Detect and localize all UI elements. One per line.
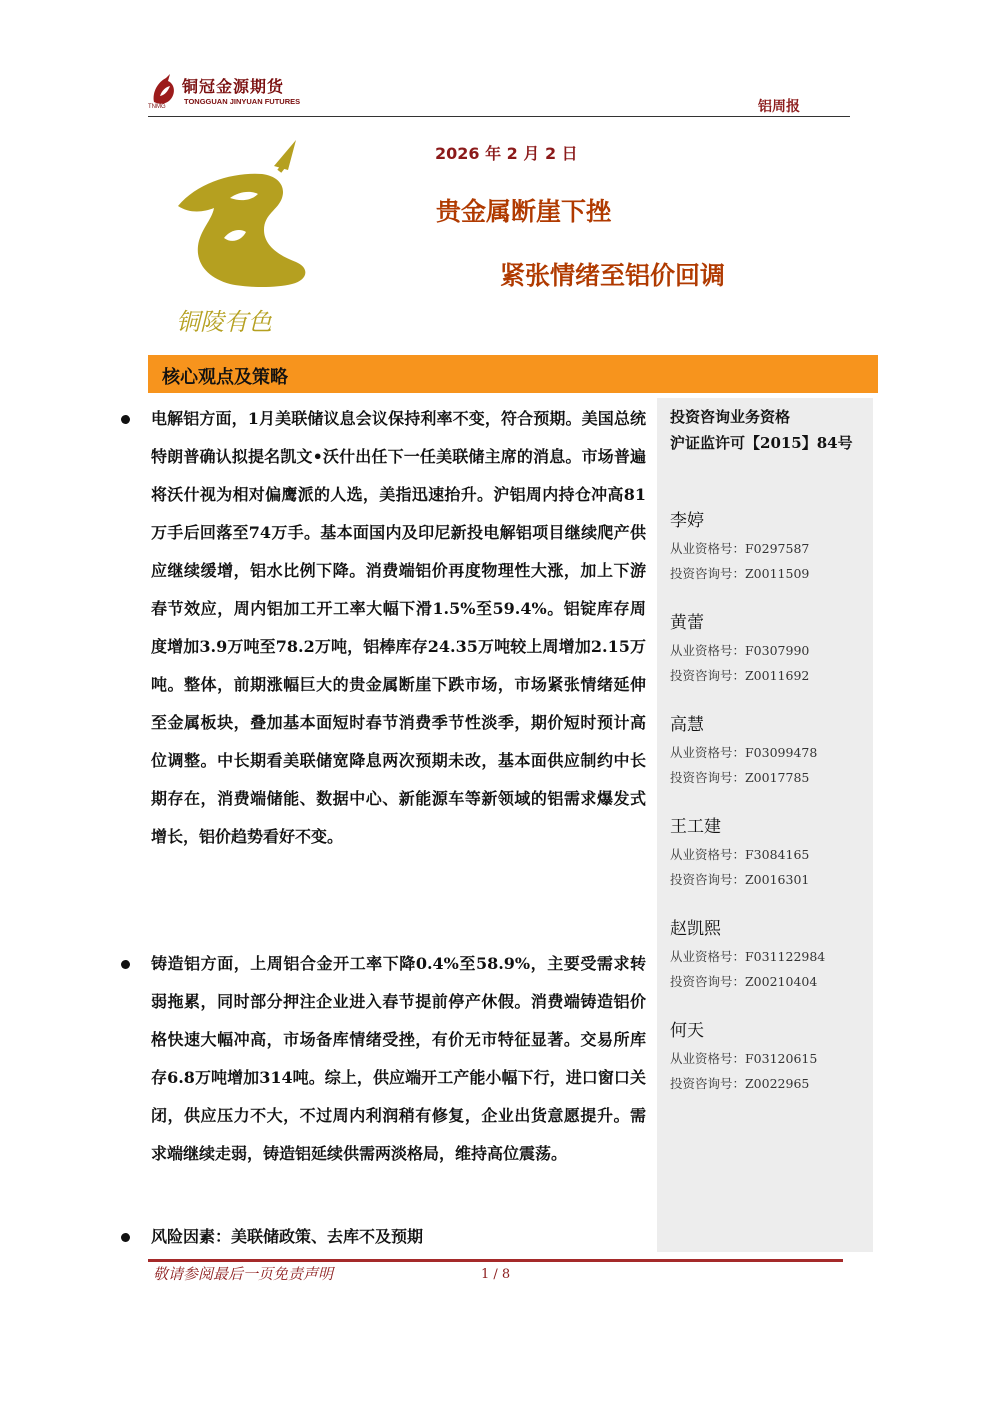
analyst-card: [670, 608, 870, 688]
disclaimer-note: 敬请参阅最后一页免责声明: [153, 1265, 334, 1283]
logo-cn-text: 铜冠金源期货: [182, 77, 285, 96]
analyst-cert: 从业资格号：F03120615: [670, 1051, 818, 1066]
license-number: 沪证监许可【2015】84号: [670, 434, 853, 452]
analyst-cert: 从业资格号：F03099478: [670, 745, 818, 760]
report-subtitle: 紧张情绪至铝价回调: [500, 261, 726, 290]
logo-tnmg-text: TNMG: [148, 104, 166, 110]
analyst-card: [670, 914, 870, 994]
analyst-consult: 投资咨询号：Z0011509: [670, 566, 810, 581]
license-title: 投资咨询业务资格: [670, 408, 791, 426]
body-paragraph-cast-aluminum: 铸造铝方面，上周铝合金开工率下降0.4%至58.9%，主要受需求转弱拖累，同时部分押注企业进入春节提前停产休假。消费端铸造铝价格快速大幅冲高，市场备库情绪受挫，有价无市特征显著。交易所库存6.8万吨增加314吨。综上，供应端开工产能小幅下行，进口窗口关闭，供应压力不大，不过周内利润稍有修复，企业出货意愿提升。需求端继续走弱，铸造铝延续供需两淡格局，维持高位震荡。: [151, 954, 646, 1163]
analyst-cert: 从业资格号：F0307990: [670, 643, 810, 658]
analyst-consult: 投资咨询号：Z0022965: [670, 1076, 810, 1091]
body-paragraph-aluminum: 电解铝方面，1月美联储议息会议保持利率不变，符合预期。美国总统特朗普确认拟提名凯文•沃什出任下一任美联储主席的消息。市场普遍将沃什视为相对偏鹰派的人选，美指迅速抬升。沪铝周内持仓冲高81万手后回落至74万手。基本面国内及印尼新投电解铝项目继续爬产供应继续缓增，铝水比例下降。消费端铝价再度物理性大涨，加上下游春节效应，周内铝加工开工率大幅下滑1.5%至59.4%。铝锭库存周度增加3.9万吨至78.2万吨，铝棒库存24.35万吨较上周增加2.15万吨。整体，前期涨幅巨大的贵金属断崖下跌市场，市场紧张情绪延伸至金属板块，叠加基本面短时春节消费季节性淡季，期价短时预计高位调整。中长期看美联储宽降息两次预期未改，基本面供应制约中长期存在，消费端储能、数据中心、新能源车等新领域的铝需求爆发式增长，铝价趋势看好不变。: [151, 409, 646, 846]
analyst-consult: 投资咨询号：Z0016301: [670, 872, 810, 887]
report-type: 铝周报: [758, 99, 800, 115]
analyst-card: [670, 506, 870, 586]
section-heading: 核心观点及策略: [162, 367, 288, 388]
analyst-name: 高慧: [670, 715, 704, 735]
analyst-consult: 投资咨询号：Z00210404: [670, 974, 818, 989]
analyst-consult: 投资咨询号：Z0011692: [670, 668, 810, 683]
analyst-cert: 从业资格号：F0297587: [670, 541, 810, 556]
analyst-sidebar: [657, 398, 873, 1252]
analyst-name: 赵凯熙: [670, 919, 721, 939]
section-heading-bar: [148, 355, 878, 393]
analyst-consult: 投资咨询号：Z0017785: [670, 770, 810, 785]
company-emblem-icon: [168, 138, 318, 343]
page-number: 1 / 8: [481, 1267, 511, 1282]
bullet-icon: [121, 1233, 130, 1242]
report-title: 贵金属断崖下挫: [436, 197, 612, 226]
analyst-card: [670, 812, 870, 892]
analyst-cert: 从业资格号：F031122984: [670, 949, 826, 964]
analyst-name: 黄蕾: [670, 613, 704, 633]
analyst-name: 王工建: [670, 817, 721, 837]
report-date: 2026 年 2 月 2 日: [435, 144, 578, 163]
emblem-caption: 铜陵有色: [176, 308, 272, 336]
bullet-icon: [121, 415, 130, 424]
company-logo: [146, 70, 306, 116]
analyst-card: [670, 1016, 870, 1096]
body-paragraph-risk: 风险因素：美联储政策、去库不及预期: [151, 1227, 424, 1246]
analyst-cert: 从业资格号：F3084165: [670, 847, 810, 862]
logo-en-text: TONGGUAN JINYUAN FUTURES: [184, 97, 301, 106]
analyst-name: 何天: [670, 1021, 704, 1041]
header-rule: [148, 116, 850, 117]
analyst-card: [670, 710, 870, 790]
bullet-icon: [121, 960, 130, 969]
analyst-name: 李婷: [670, 511, 704, 531]
footer-rule: [148, 1259, 843, 1262]
